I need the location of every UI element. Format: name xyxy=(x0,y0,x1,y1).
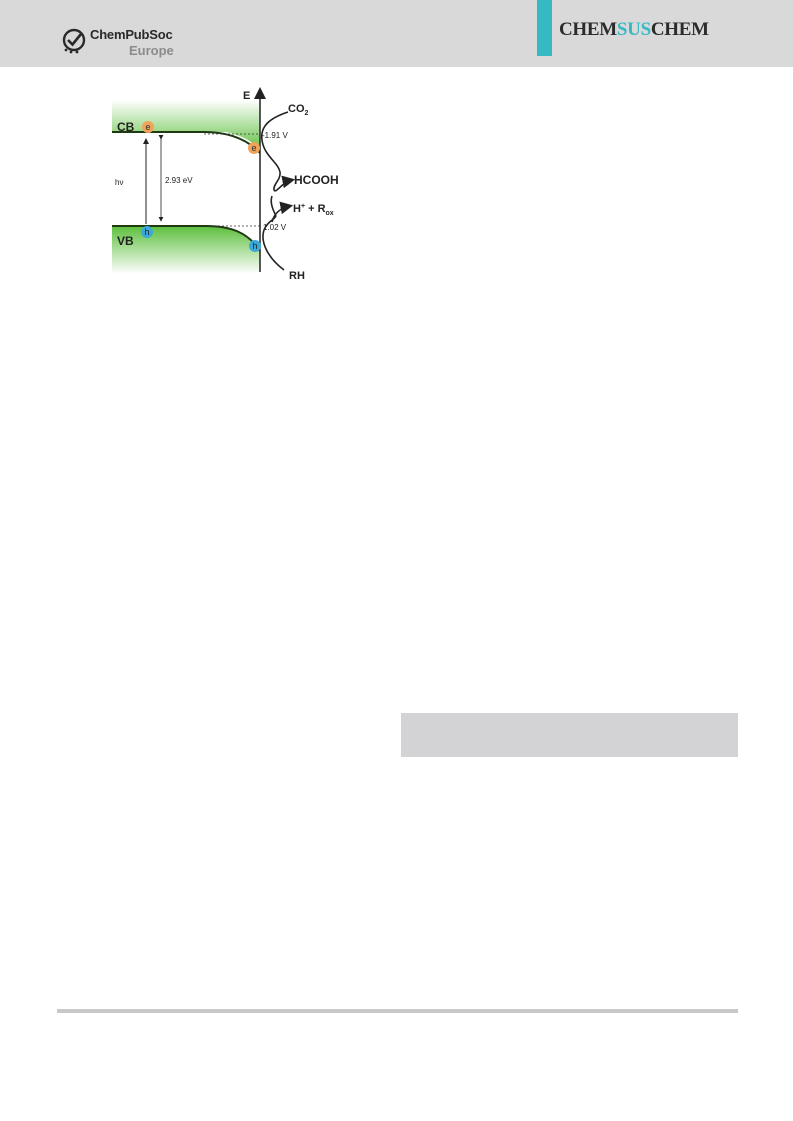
co2-label xyxy=(288,103,309,117)
electron-symbol: e xyxy=(145,122,151,132)
publisher-logo xyxy=(62,26,202,62)
hcooh-return-curve xyxy=(271,196,276,216)
co2-text: CO xyxy=(288,103,305,115)
surface-electron-symbol: e xyxy=(251,143,257,153)
journal-title-part1: CHEM xyxy=(559,19,617,40)
journal-title xyxy=(559,19,709,41)
rh-label: RH xyxy=(289,270,305,282)
band-diagram-figure xyxy=(106,82,358,288)
cb-potential-label: -1.91 V xyxy=(262,131,288,140)
energy-axis-label: E xyxy=(243,90,251,102)
gray-panel xyxy=(401,713,738,757)
footer-divider xyxy=(57,1009,738,1013)
page-header xyxy=(0,0,793,67)
co2-subscript: 2 xyxy=(304,110,309,117)
journal-title-part3: CHEM xyxy=(650,19,709,40)
plus-r-text: + R xyxy=(305,203,326,215)
proton-text: H xyxy=(293,203,301,215)
publisher-emblem-icon xyxy=(62,28,86,54)
vb-potential-label: 1.02 V xyxy=(263,223,287,232)
publisher-name: ChemPubSoc xyxy=(90,27,173,42)
valence-band-fill xyxy=(112,226,260,274)
publisher-region: Europe xyxy=(129,43,174,58)
proton-superscript: + xyxy=(300,203,306,210)
cb-label: CB xyxy=(117,120,135,134)
vb-label: VB xyxy=(117,234,134,248)
co2-reduction-curve xyxy=(262,112,288,190)
ox-subscript: ox xyxy=(325,210,334,217)
journal-accent-bar xyxy=(537,0,552,56)
bandgap-label: 2.93 eV xyxy=(165,176,193,185)
photon-label: hν xyxy=(115,178,124,187)
hcooh-label: HCOOH xyxy=(294,173,339,187)
journal-title-part2: SUS xyxy=(616,19,651,40)
oxidation-product-label xyxy=(293,203,334,217)
hole-symbol: h xyxy=(144,227,150,237)
surface-hole-symbol: h xyxy=(252,241,258,251)
band-diagram xyxy=(106,82,358,288)
